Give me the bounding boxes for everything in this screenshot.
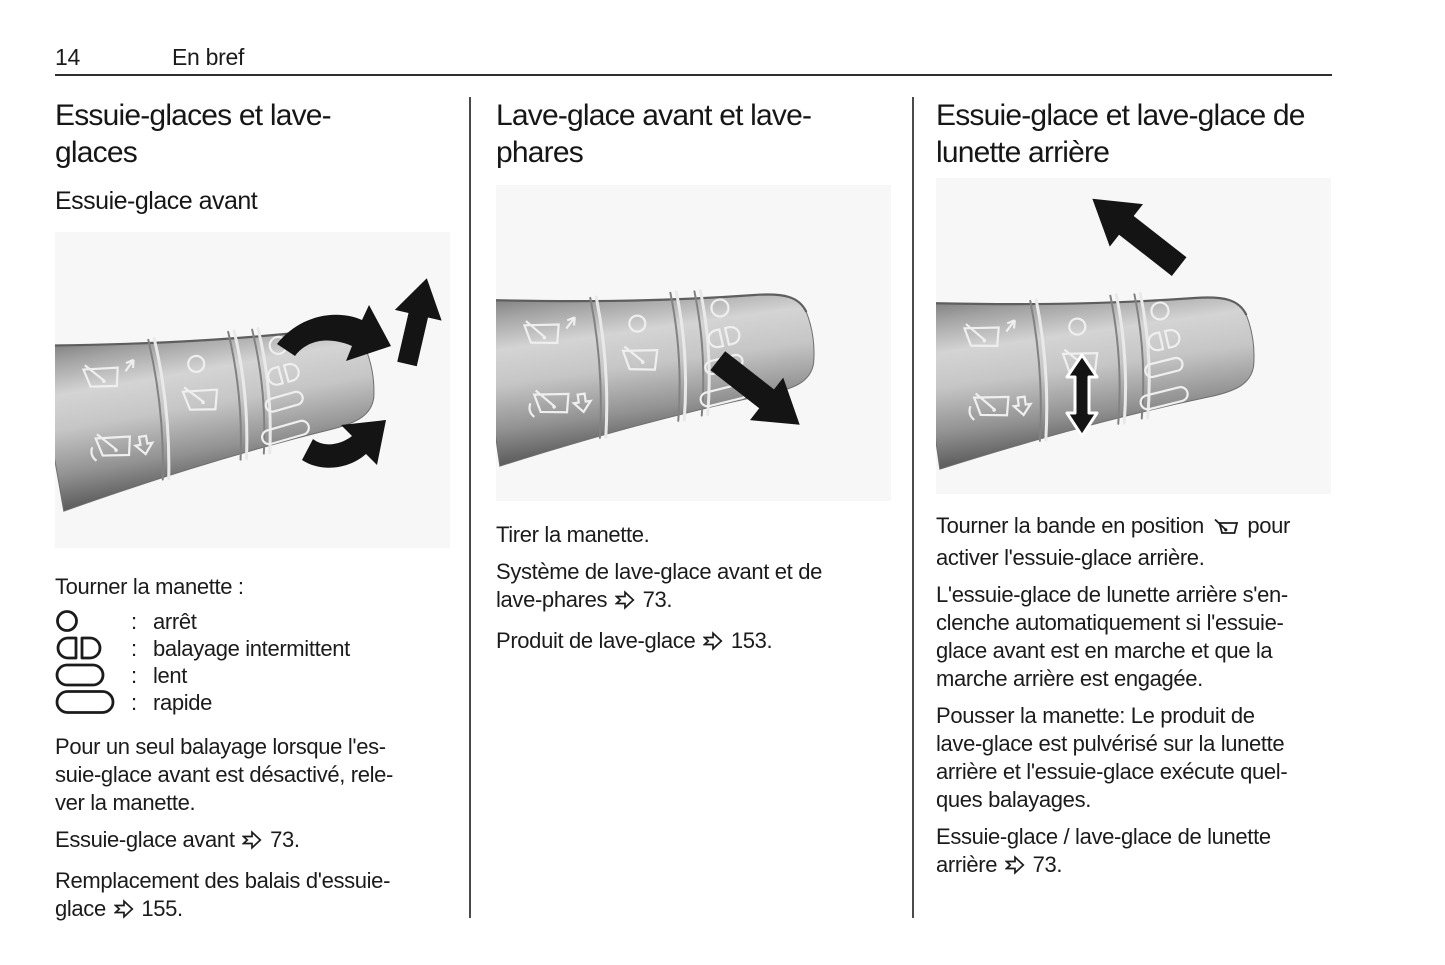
- legend-row: [55, 608, 457, 635]
- text-line: [55, 733, 457, 761]
- text-segment: ques balayages.: [936, 787, 1091, 812]
- text-segment: Essuie-glace / lave-glace de lunette: [936, 824, 1271, 849]
- text-segment: ver la manette.: [55, 790, 196, 815]
- legend-colon: :: [131, 689, 137, 715]
- wiper-stalk-push-illustration: [936, 178, 1331, 494]
- paragraph: [936, 581, 1338, 693]
- text-segment: 73.: [1026, 852, 1063, 877]
- text-segment: activer l'essuie-glace arrière.: [936, 545, 1205, 570]
- page-ref-icon: [703, 631, 723, 659]
- text-segment: glace: [55, 896, 112, 921]
- text-line: [55, 895, 457, 927]
- text-line: [936, 851, 1338, 883]
- text-segment: arrière: [936, 852, 1003, 877]
- column-paragraphs: [936, 512, 1338, 883]
- column-heading: Essuie-glaces et lave-glaces: [55, 99, 331, 169]
- text-segment: Essuie-glace avant: [55, 827, 241, 852]
- paragraph: [936, 823, 1338, 883]
- legend-row: [55, 689, 457, 716]
- paragraph: [55, 867, 457, 927]
- text-segment: Tourner la bande en position: [936, 513, 1210, 538]
- text-segment: Système de lave-glace avant et de: [496, 559, 822, 584]
- legend-row: [55, 635, 457, 662]
- text-segment: 155.: [135, 896, 183, 921]
- page-ref-icon: [615, 590, 635, 618]
- text-line: [496, 586, 898, 618]
- rear-wiper-icon: [1212, 516, 1240, 544]
- wiper-slow-icon: [55, 662, 131, 689]
- text-line: [55, 867, 457, 895]
- legend-colon: :: [131, 635, 137, 661]
- column-paragraphs: [55, 733, 457, 927]
- front-wiper-stalk-figure: [55, 232, 450, 548]
- column-paragraphs: [496, 521, 898, 659]
- text-segment: lave-glace est pulvérisé sur la lunette: [936, 731, 1285, 756]
- column-washer: [496, 97, 898, 668]
- text-line: [936, 702, 1338, 730]
- legend-label: lent: [153, 662, 188, 688]
- legend-intro: Tourner la manette :: [55, 574, 244, 599]
- text-segment: L'essuie-glace de lunette arrière s'en-: [936, 582, 1288, 607]
- page-ref-icon: [242, 830, 262, 858]
- text-segment: Tirer la manette.: [496, 522, 650, 547]
- text-line: [55, 789, 457, 817]
- text-line: [936, 665, 1338, 693]
- section-title: En bref: [172, 44, 245, 70]
- text-line: [496, 558, 898, 586]
- legend-label: balayage intermittent: [153, 635, 350, 661]
- paragraph: [496, 627, 898, 659]
- paragraph: [55, 826, 457, 858]
- text-segment: marche arrière est engagée.: [936, 666, 1203, 691]
- text-line: [55, 826, 457, 858]
- text-line: [936, 512, 1338, 544]
- text-line: [936, 609, 1338, 637]
- text-segment: lave-phares: [496, 587, 613, 612]
- text-line: [496, 521, 898, 549]
- legend-row: [55, 662, 457, 689]
- column-front-wiper: [55, 97, 457, 936]
- text-line: [936, 637, 1338, 665]
- column-rear-wiper: [936, 97, 1338, 892]
- text-segment: glace avant est en marche et que la: [936, 638, 1273, 663]
- wiper-stalk-rotate-illustration: [55, 232, 450, 548]
- legend-colon: :: [131, 662, 137, 688]
- text-segment: clenche automatiquement si l'essuie-: [936, 610, 1284, 635]
- page-number: 14: [55, 44, 80, 70]
- text-segment: 73.: [264, 827, 300, 852]
- wiper-intermittent-icon: [55, 635, 131, 662]
- text-line: [936, 758, 1338, 786]
- text-line: [936, 581, 1338, 609]
- legend-label: rapide: [153, 689, 213, 715]
- page-ref-icon: [1005, 855, 1025, 883]
- text-line: [936, 730, 1338, 758]
- text-line: [936, 544, 1338, 572]
- text-segment: Pousser la manette: Le produit de: [936, 703, 1255, 728]
- legend-colon: :: [131, 608, 137, 634]
- column-subheading: Essuie-glace avant: [55, 187, 258, 215]
- text-line: [936, 823, 1338, 851]
- paragraph: [496, 558, 898, 618]
- text-segment: Produit de lave-glace: [496, 628, 702, 653]
- text-line: [55, 761, 457, 789]
- column-separator: [912, 97, 914, 918]
- paragraph: [496, 521, 898, 549]
- wiper-off-icon: [55, 608, 131, 635]
- column-heading: Essuie-glace et lave-glace de lunette arrière: [936, 99, 1305, 169]
- paragraph: [936, 512, 1338, 572]
- wiper-mode-legend: [55, 608, 457, 716]
- column-separator: [469, 97, 471, 918]
- text-segment: Pour un seul balayage lorsque l'es-: [55, 734, 386, 759]
- paragraph: [936, 702, 1338, 814]
- wiper-fast-icon: [55, 689, 131, 716]
- rear-wiper-stalk-figure: [936, 178, 1331, 494]
- washer-stalk-figure: [496, 185, 891, 501]
- text-segment: arrière et l'essuie-glace exécute quel-: [936, 759, 1288, 784]
- text-segment: suie-glace avant est désactivé, rele-: [55, 762, 394, 787]
- column-heading: Lave-glace avant et lave-phares: [496, 99, 812, 169]
- page-ref-icon: [114, 899, 134, 927]
- text-line: [496, 627, 898, 659]
- text-segment: 153.: [725, 628, 773, 653]
- header-rule: [55, 74, 1332, 76]
- text-segment: 73.: [636, 587, 673, 612]
- legend-label: arrêt: [153, 608, 197, 634]
- wiper-stalk-pull-illustration: [496, 185, 891, 501]
- text-segment: Remplacement des balais d'essuie-: [55, 868, 391, 893]
- text-segment: pour: [1241, 513, 1291, 538]
- paragraph: [55, 733, 457, 817]
- text-line: [936, 786, 1338, 814]
